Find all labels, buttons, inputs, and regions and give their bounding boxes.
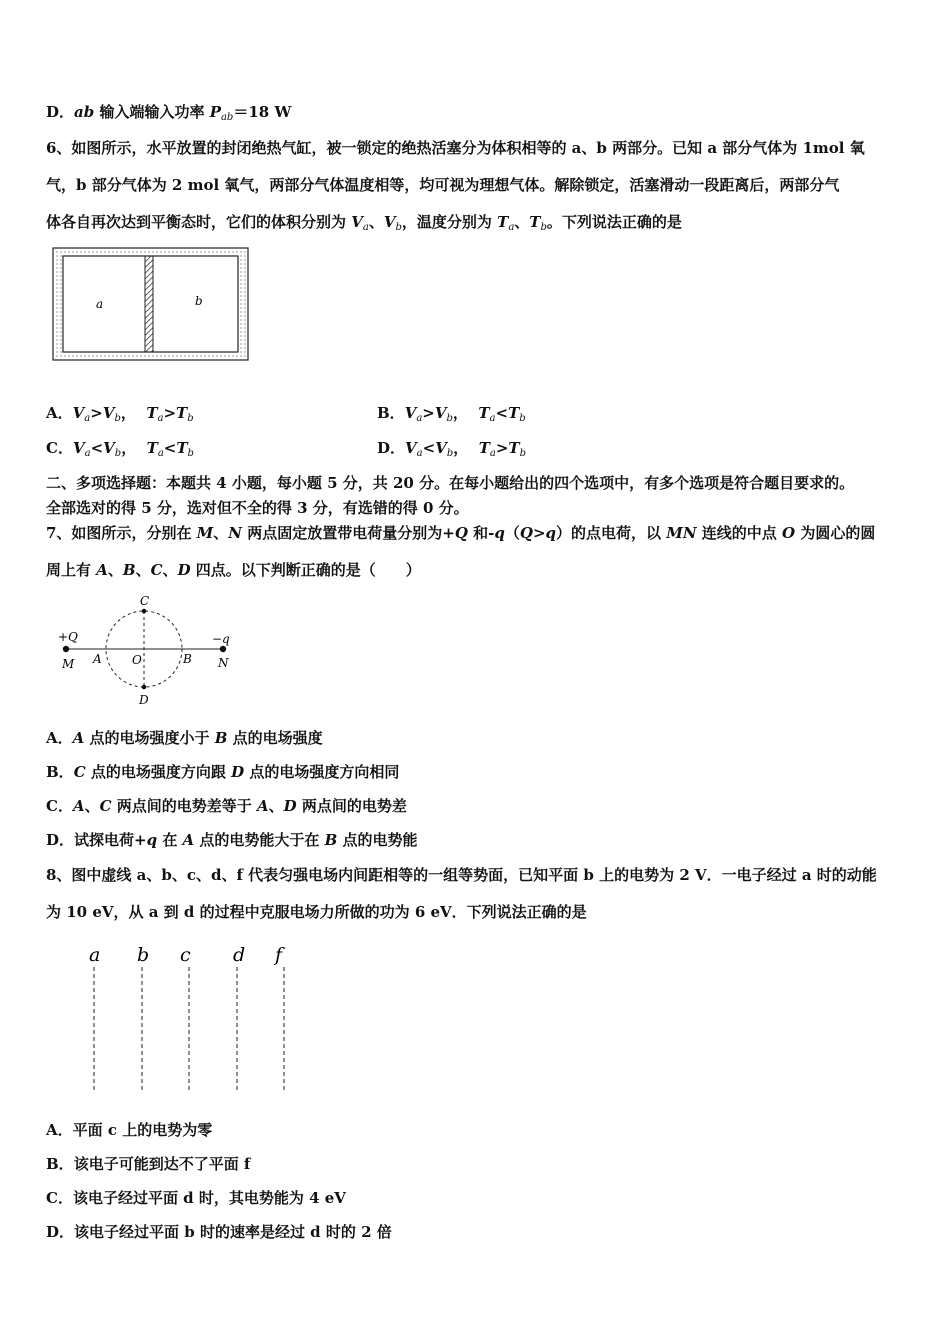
label-minus-q: −q — [212, 632, 230, 646]
q7-stem-line1: 7、如图所示，分别在 M、N 两点固定放置带电荷量分别为+Q 和-q（Q>q）的点电荷，以 MN 连线的中点 O 为圆心的圆 — [46, 524, 876, 542]
q7-option-d: D．试探电荷+q 在 A 点的电势能大于在 B 点的电势能 — [46, 831, 418, 849]
section2-heading-line2: 全部选对的得 5 分，选对但不全的得 3 分，有选错的得 0 分。 — [46, 499, 469, 517]
plane-b-label: b — [137, 944, 150, 966]
label-d: D — [139, 693, 149, 707]
power-value: ＝18 W — [233, 103, 292, 121]
label-n: N — [218, 656, 229, 670]
q7-option-c: C．A、C 两点间的电势差等于 A、D 两点间的电势差 — [46, 797, 407, 815]
q6-option-b: B．$V_a>V_b$， $T_a<T_b$ — [377, 404, 526, 424]
q8-stem-line1: 8、图中虚线 a、b、c、d、f 代表匀强电场内间距相等的一组等势面，已知平面 b 上的电势为 2 V．一电子经过 a 时的动能 — [46, 866, 877, 884]
label-o: O — [132, 653, 142, 667]
cylinder-figure — [52, 247, 250, 363]
charge-n — [220, 646, 226, 652]
q7-stem-line2: 周上有 A、B、C、D 四点。以下判断正确的是（ ） — [46, 561, 421, 579]
label-plus-q: +Q — [58, 630, 78, 644]
gas-a-label: a — [96, 297, 104, 311]
equipotential-figure — [80, 940, 300, 1095]
q7-option-b: B．C 点的电场强度方向跟 D 点的电场强度方向相同 — [46, 763, 400, 781]
q5-option-d — [46, 102, 291, 128]
label-m: M — [62, 657, 75, 671]
q7-option-a: A．A 点的电场强度小于 B 点的电场强度 — [46, 729, 323, 747]
piston — [145, 256, 153, 352]
label-b: B — [183, 652, 192, 666]
point-c — [142, 609, 147, 614]
q6-option-c: C．$V_a<V_b$， $T_a<T_b$ — [46, 439, 194, 459]
option-text: 输入端输入功率 — [94, 103, 210, 121]
power-symbol: P — [209, 103, 221, 121]
q6-stem-line1: 6、如图所示，水平放置的封闭绝热气缸，被一锁定的绝热活塞分为体积相等的 a、b 两部分。已知 a 部分气体为 1mol 氧 — [46, 139, 865, 157]
q6-stem-line2: 气，b 部分气体为 2 mol 氧气，两部分气体温度相等，均可视为理想气体。解除锁定，活塞滑动一段距离后，两部分气 — [46, 176, 840, 194]
gas-b-label: b — [195, 294, 203, 308]
q6-option-d: D．$V_a<V_b$， $T_a>T_b$ — [377, 439, 526, 459]
plane-f-label: f — [275, 944, 283, 966]
option-var: ab — [74, 103, 95, 121]
stem-text-end: 。下列说法正确的是 — [546, 213, 682, 231]
q8-option-b: B．该电子可能到达不了平面 f — [46, 1155, 251, 1173]
plane-c-label: c — [180, 944, 191, 966]
power-subscript: ab — [220, 112, 234, 123]
q8-stem-line2: 为 10 eV，从 a 到 d 的过程中克服电场力所做的功为 6 eV．下列说法正确的是 — [46, 903, 587, 921]
section2-heading-line1: 二、多项选择题：本题共 4 小题，每小题 5 分，共 20 分。在每小题给出的四个选项中，有多个选项是符合题目要求的。 — [46, 474, 855, 492]
charges-figure — [56, 592, 246, 710]
charge-m — [63, 646, 69, 652]
option-letter: D． — [46, 103, 75, 121]
stem-text: 体各自再次达到平衡态时，它们的体积分别为 — [46, 213, 352, 231]
q8-option-d: D．该电子经过平面 b 时的速率是经过 d 时的 2 倍 — [46, 1223, 392, 1241]
plane-d-label: d — [233, 944, 246, 966]
label-c: C — [140, 594, 150, 608]
q6-stem-line3: 体各自再次达到平衡态时，它们的体积分别为 $V_a$、$V_b$，温度分别为 $T_a$、$T_b$。下列说法正确的是 — [46, 213, 682, 233]
q8-option-a: A．平面 c 上的电势为零 — [46, 1121, 213, 1139]
plane-a-label: a — [89, 944, 101, 966]
label-a: A — [93, 652, 102, 666]
q6-option-a: A．$V_a>V_b$， $T_a>T_b$ — [46, 404, 194, 424]
point-d — [142, 685, 147, 690]
q8-option-c: C．该电子经过平面 d 时，其电势能为 4 eV — [46, 1189, 346, 1207]
